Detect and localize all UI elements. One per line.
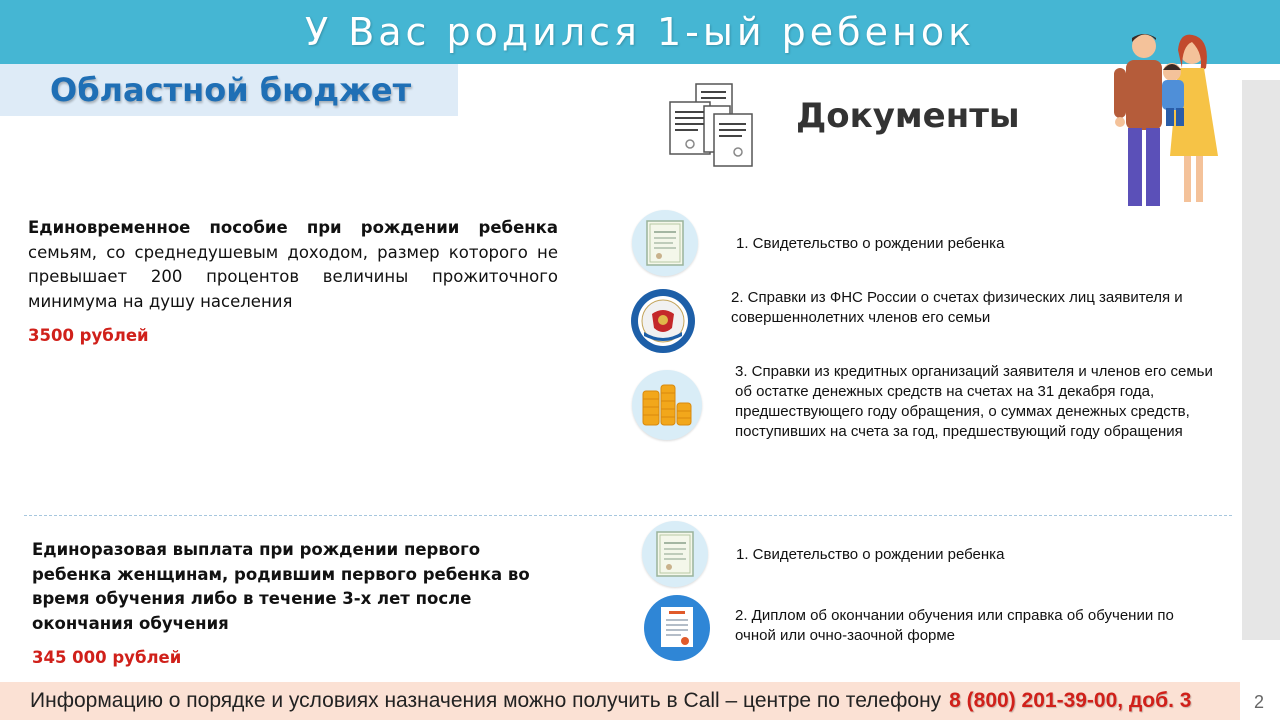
benefit-one-block: [28, 216, 558, 349]
family-illustration: [1100, 28, 1230, 212]
document-item: 3. Справки из кредитных организаций заявителя и членов его семьи об остатке денежных средств на счетах на 31 декабря года, предшествующего году обращения, о суммах денежных средств, поступивших на счета за год, предшествующий году обращения: [735, 363, 1213, 440]
documents-title: Документы: [796, 96, 1020, 136]
right-gray-panel: [1242, 80, 1280, 640]
title-bar: [0, 0, 1280, 64]
birth-certificate-icon: [632, 210, 698, 276]
page-number: 2: [1254, 692, 1265, 712]
slide-title: У Вас родился 1-ый ребенок: [304, 10, 976, 54]
birth-certificate-icon: [642, 521, 708, 587]
info-footer: [0, 682, 1240, 720]
document-item: 1. Свидетельство о рождении ребенка: [736, 546, 1005, 563]
call-center-phone[interactable]: 8 (800) 201-39-00, доб. 3: [949, 689, 1192, 712]
footer-text: Информацию о порядке и условиях назначения можно получить в Call – центре по телефону: [30, 689, 942, 712]
section-label: Областной бюджет: [50, 71, 412, 109]
document-item: 2. Справки из ФНС России о счетах физических лиц заявителя и совершеннолетних членов его семьи: [731, 289, 1183, 326]
diploma-icon: [644, 595, 710, 661]
section-divider: [24, 515, 1232, 516]
fns-emblem-icon: [630, 288, 696, 354]
coins-icon: [632, 370, 702, 440]
section-label-box: [0, 64, 458, 116]
benefit-two-title: Единоразовая выплата при рождении первого ребенка: [32, 540, 481, 584]
benefit-two-block: [32, 538, 552, 671]
benefit-one-amount: 3500 рублей: [28, 326, 149, 345]
document-item: 2. Диплом об окончании обучения или справка об обучении по очной или очно-заочной форме: [735, 607, 1174, 644]
benefit-two-description: женщинам, родившим первого ребенка во время обучения либо в течение 3-х лет после окончания обучения: [32, 564, 530, 633]
benefit-two-amount: 345 000 рублей: [32, 648, 182, 667]
documents-icon: [666, 80, 756, 172]
document-item: 1. Свидетельство о рождении ребенка: [736, 235, 1005, 252]
benefit-one-description: семьям, со среднедушевым доходом, размер которого не превышает 200 процентов величины прожиточного минимума на душу населения: [28, 242, 558, 311]
benefit-one-title: Единовременное пособие при рождении ребенка: [28, 218, 558, 237]
